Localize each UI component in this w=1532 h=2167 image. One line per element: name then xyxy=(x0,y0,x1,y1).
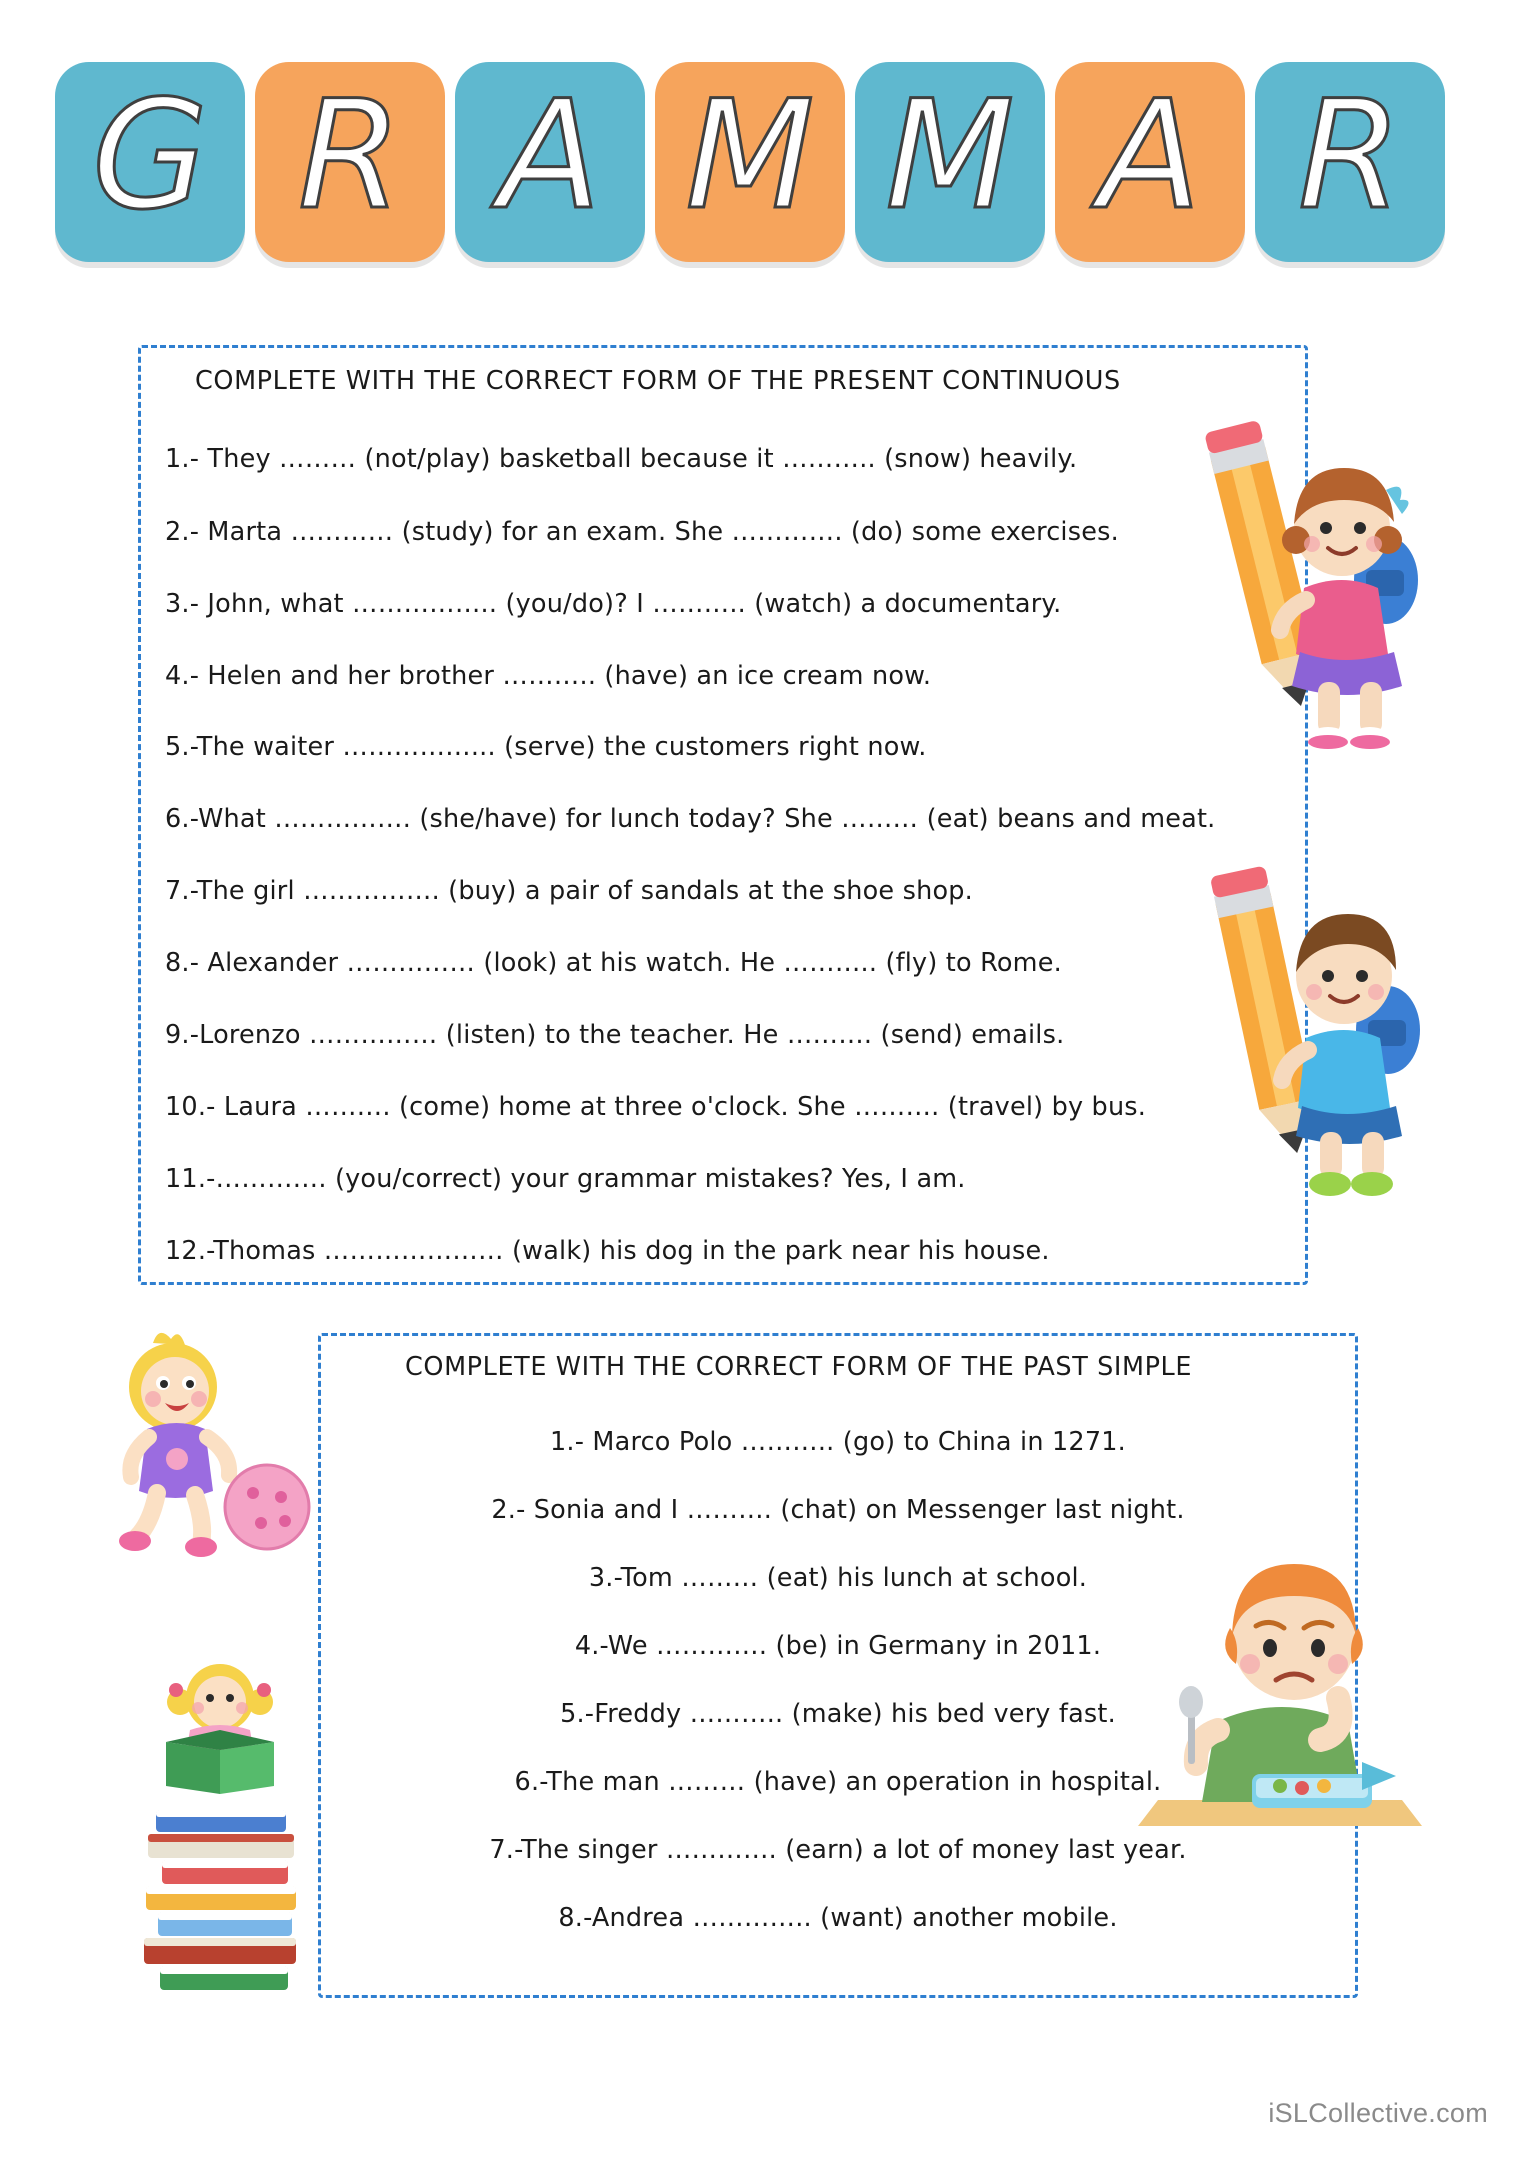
title-letter: M xyxy=(885,69,1015,243)
boy-with-lunchbox-illustration xyxy=(1130,1530,1430,1850)
section-heading-present-continuous: COMPLETE WITH THE CORRECT FORM OF THE PRESENT CONTINUOUS xyxy=(195,366,1121,396)
exercise-item: 5.-The waiter ……………... (serve) the customers right now. xyxy=(165,732,927,762)
title-letter: A xyxy=(498,69,602,243)
exercise-item: 6.-What ……………. (she/have) for lunch today? She ……… (eat) beans and meat. xyxy=(165,804,1216,834)
title-letter-tile xyxy=(1055,62,1245,262)
exercise-item: 3.- John, what …………….. (you/do)? I ……….. (watch) a documentary. xyxy=(165,589,1062,619)
page-title xyxy=(55,62,1475,277)
exercise-item: 6.-The man ……… (have) an operation in hospital. xyxy=(514,1767,1162,1797)
exercise-item: 8.- Alexander …………… (look) at his watch. He ……….. (fly) to Rome. xyxy=(165,948,1062,978)
exercise-item: 4.-We …………. (be) in Germany in 2011. xyxy=(574,1631,1102,1661)
exercise-item: 7.-The singer …………. (earn) a lot of money last year. xyxy=(489,1835,1187,1865)
title-letter: R xyxy=(297,69,403,243)
title-letter-tile xyxy=(655,62,845,262)
title-letter-tile xyxy=(855,62,1045,262)
exercise-item: 7.-The girl ……………. (buy) a pair of sandals at the shoe shop. xyxy=(165,876,973,906)
title-letter-tile xyxy=(455,62,645,262)
exercise-item: 2.- Sonia and I ………. (chat) on Messenger last night. xyxy=(491,1495,1185,1525)
exercise-item: 10.- Laura ………. (come) home at three o'clock. She ………. (travel) by bus. xyxy=(165,1092,1147,1122)
exercise-item: 1.- Marco Polo ……….. (go) to China in 1271. xyxy=(550,1427,1126,1457)
exercise-item: 8.-Andrea ………….. (want) another mobile. xyxy=(558,1903,1118,1933)
title-letter: R xyxy=(1297,69,1403,243)
title-letter-tile xyxy=(55,62,245,262)
exercise-item: 3.-Tom ……… (eat) his lunch at school. xyxy=(588,1563,1088,1593)
exercise-item: 1.- They ……… (not/play) basketball because it ……….. (snow) heavily. xyxy=(165,444,1078,474)
exercise-item: 12.-Thomas ………………… (walk) his dog in the park near his house. xyxy=(165,1236,1050,1266)
site-watermark: iSLCollective.com xyxy=(1268,2098,1488,2128)
title-letter: M xyxy=(685,69,815,243)
title-letter-tile xyxy=(255,62,445,262)
exercise-item: 2.- Marta ………… (study) for an exam. She …………. (do) some exercises. xyxy=(165,517,1119,547)
exercise-item: 9.-Lorenzo …………… (listen) to the teacher. He ………. (send) emails. xyxy=(165,1020,1065,1050)
exercise-item: 11.-…………. (you/correct) your grammar mistakes? Yes, I am. xyxy=(165,1164,966,1194)
girl-reading-on-books-illustration xyxy=(110,1650,330,2010)
title-letter: G xyxy=(91,69,209,243)
exercise-item: 4.- Helen and her brother ……….. (have) an ice cream now. xyxy=(165,661,932,691)
title-letter: A xyxy=(1098,69,1202,243)
boy-with-pencil-illustration xyxy=(1200,860,1440,1200)
exercise-item: 5.-Freddy ……….. (make) his bed very fast. xyxy=(560,1699,1116,1729)
girl-with-ball-illustration xyxy=(95,1325,315,1585)
girl-with-pencil-illustration xyxy=(1200,420,1440,750)
section-heading-past-simple: COMPLETE WITH THE CORRECT FORM OF THE PAST SIMPLE xyxy=(405,1352,1193,1382)
title-letter-tile xyxy=(1255,62,1445,262)
